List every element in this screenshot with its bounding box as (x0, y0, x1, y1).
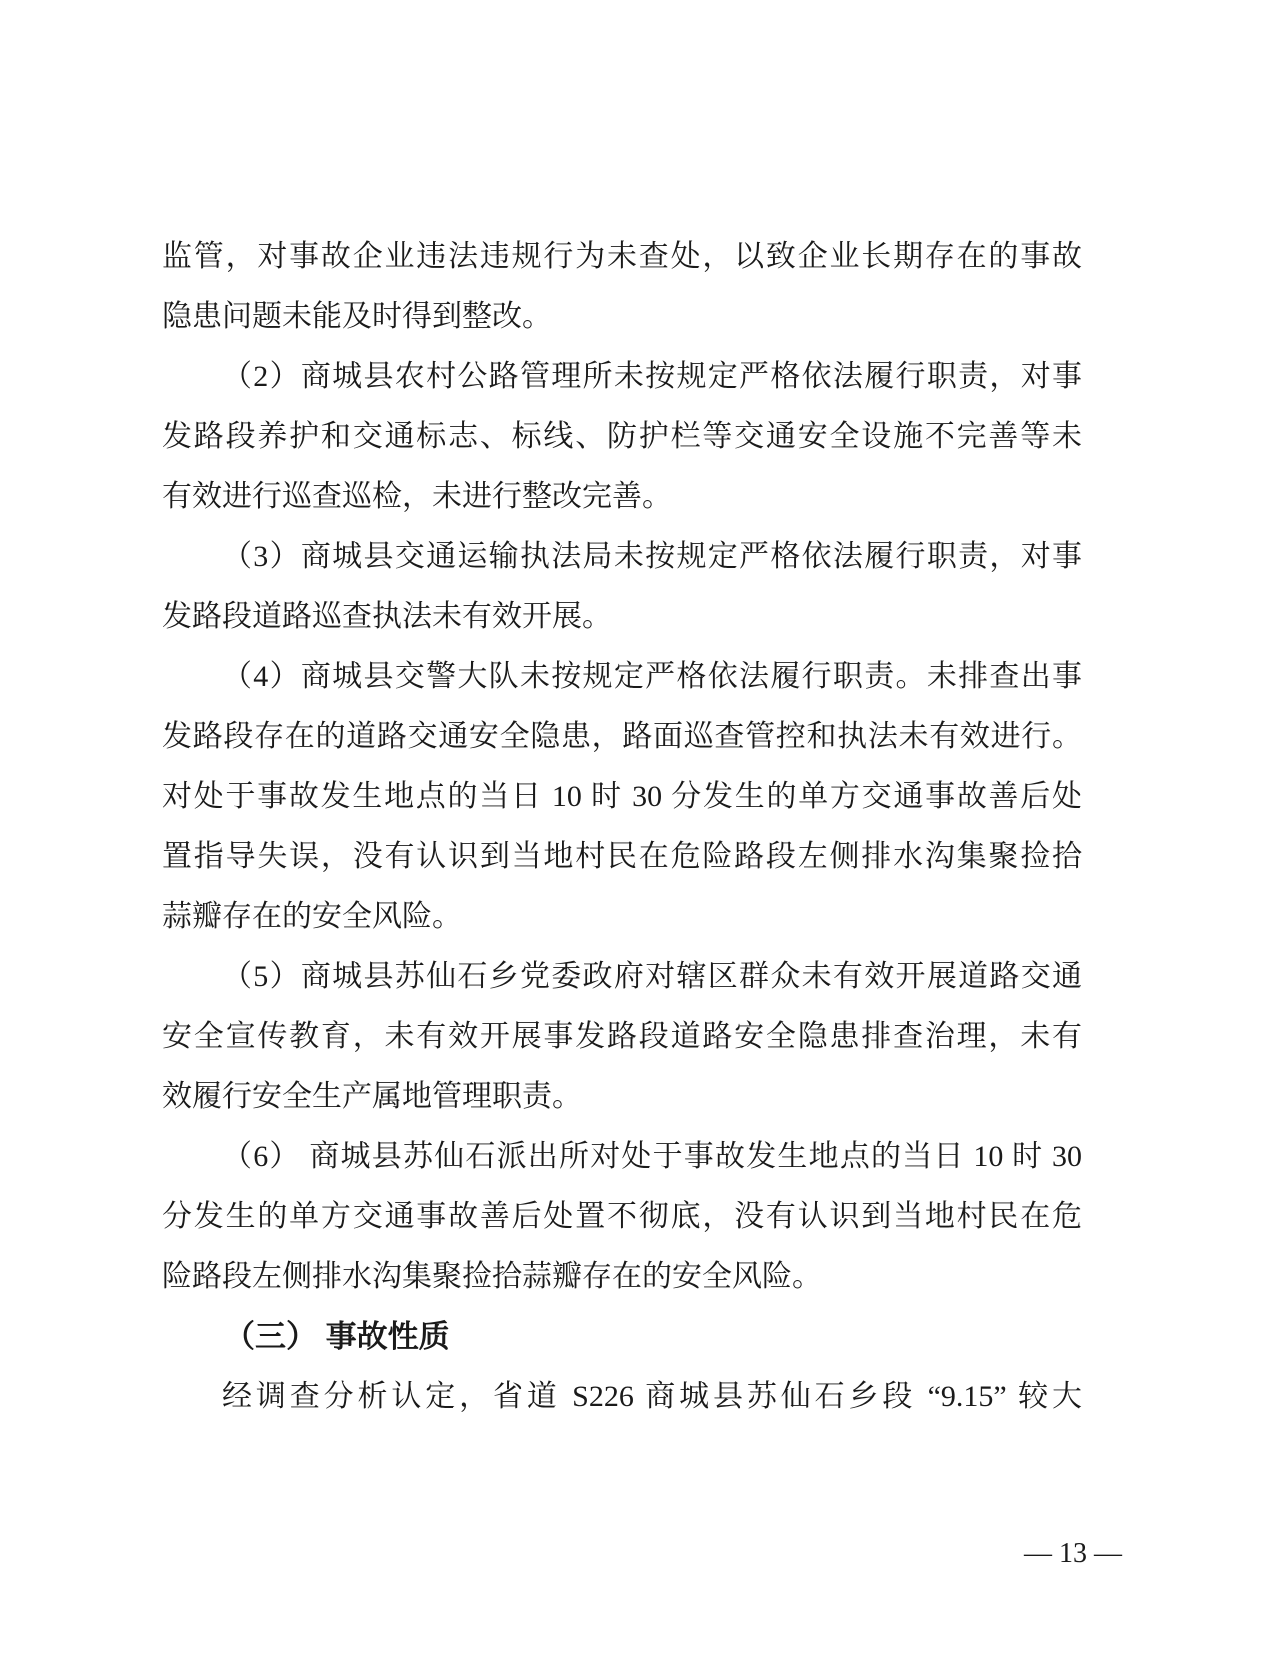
text-line: 隐患问题未能及时得到整改。 (162, 300, 552, 333)
text-line: 发路段养护和交通标志、标线、防护栏等交通安全设施不完善等未 (162, 420, 1082, 453)
text-line: （3）商城县交通运输执法局未按规定严格依法履行职责，对事 (222, 540, 1082, 573)
text-line: （三） 事故性质 (224, 1319, 450, 1354)
text-line: 效履行安全生产属地管理职责。 (162, 1080, 582, 1113)
text-line: （4）商城县交警大队未按规定严格依法履行职责。未排查出事 (222, 660, 1082, 693)
text-line: （6） 商城县苏仙石派出所对处于事故发生地点的当日 10 时 30 (222, 1140, 1082, 1173)
text-line: 有效进行巡查巡检，未进行整改完善。 (162, 480, 672, 513)
text-line: 险路段左侧排水沟集聚捡拾蒜瓣存在的安全风险。 (162, 1260, 822, 1293)
text-line: 监管，对事故企业违法违规行为未查处，以致企业长期存在的事故 (162, 240, 1082, 273)
document-body (162, 227, 1082, 1427)
text-line: （5）商城县苏仙石乡党委政府对辖区群众未有效开展道路交通 (222, 960, 1082, 993)
page-footer (1008, 1534, 1138, 1574)
text-line: 发路段道路巡查执法未有效开展。 (162, 600, 612, 633)
text-line: 置指导失误，没有认识到当地村民在危险路段左侧排水沟集聚捡拾 (162, 840, 1082, 873)
page-number: — 13 — (1024, 1538, 1122, 1569)
text-line: 对处于事故发生地点的当日 10 时 30 分发生的单方交通事故善后处 (162, 780, 1082, 813)
text-line: （2）商城县农村公路管理所未按规定严格依法履行职责，对事 (222, 360, 1082, 393)
text-line: 安全宣传教育，未有效开展事发路段道路安全隐患排查治理，未有 (162, 1020, 1082, 1053)
text-line: 经调查分析认定，省道 S226 商城县苏仙石乡段 “9.15” 较大 (222, 1380, 1082, 1413)
text-line: 发路段存在的道路交通安全隐患，路面巡查管控和执法未有效进行。 (162, 720, 1082, 753)
text-line: 蒜瓣存在的安全风险。 (162, 900, 462, 933)
text-line: 分发生的单方交通事故善后处置不彻底，没有认识到当地村民在危 (162, 1200, 1082, 1233)
